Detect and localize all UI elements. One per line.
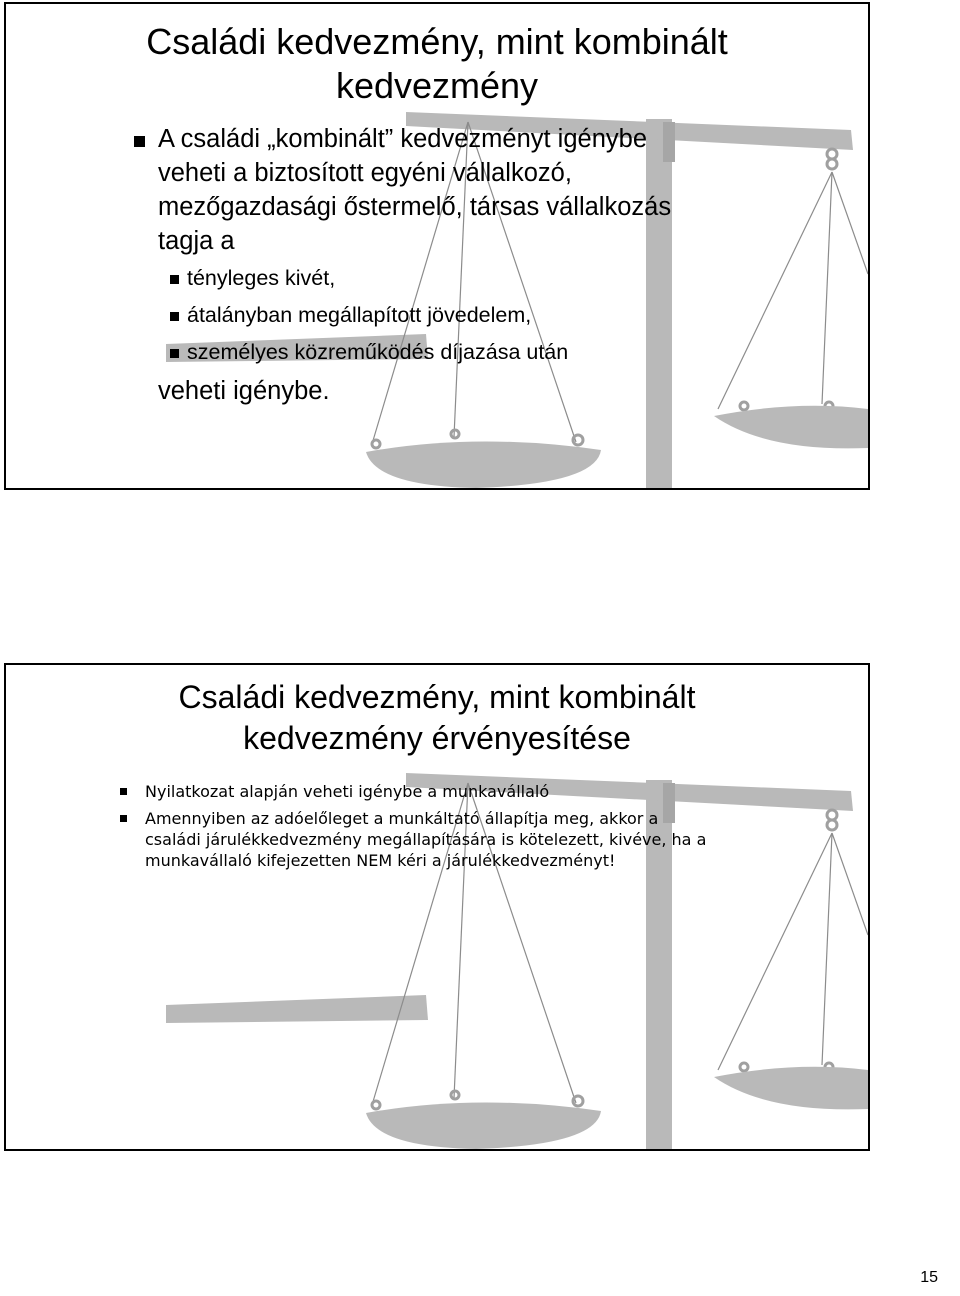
square-bullet-icon (170, 312, 179, 321)
square-bullet-icon (120, 788, 127, 795)
bullet-line-1: A családi „kombinált” kedvezményt igénybe (158, 125, 647, 153)
bullet-line-1: Amennyiben az adóelőleget a munkáltató állapítja meg, akkor a (145, 809, 659, 828)
sub-item-text: tényleges kivét, (187, 266, 336, 290)
closing-text: veheti igénybe. (158, 377, 330, 405)
square-bullet-icon (120, 815, 127, 822)
slide-body (124, 122, 744, 411)
square-bullet-icon (134, 136, 145, 147)
slide-title-line-1: Családi kedvezmény, mint kombinált (178, 679, 696, 715)
page-number: 15 (920, 1269, 938, 1286)
slide-1 (4, 2, 870, 490)
bullet-item (114, 808, 754, 871)
bullet-text: Nyilatkozat alapján veheti igénybe a munkavállaló (145, 782, 550, 801)
sub-item-text: személyes közreműködés díjazása után (187, 340, 569, 364)
bullet-line-2: veheti a biztosított egyéni vállalkozó, (158, 159, 572, 187)
slide-2 (4, 663, 870, 1151)
square-bullet-icon (170, 275, 179, 284)
bullet-item (114, 781, 754, 802)
slide-title-line-1: Családi kedvezmény, mint kombinált (146, 21, 728, 62)
slide-title-line-2: kedvezmény érvényesítése (243, 720, 631, 756)
bullet-line-3: munkavállaló kifejezetten NEM kéri a járulékkedvezményt! (145, 851, 616, 870)
bullet-line-4: tagja a (158, 227, 235, 255)
bullet-line-3: mezőgazdasági őstermelő, társas vállalkozás (158, 193, 672, 221)
bullet-line-2: családi járulékkedvezmény megállapítására is kötelezett, kivéve, ha a (145, 830, 707, 849)
square-bullet-icon (170, 349, 179, 358)
slide-title-line-2: kedvezmény (335, 65, 539, 106)
bullet-item (124, 122, 744, 258)
sub-item (124, 260, 744, 297)
sub-item (124, 334, 744, 371)
sub-list (124, 260, 744, 371)
slide-title (6, 20, 868, 108)
slide-body (114, 781, 754, 871)
slide-title (6, 677, 868, 759)
sub-item (124, 297, 744, 334)
sub-item-text: átalányban megállapított jövedelem, (187, 303, 532, 327)
